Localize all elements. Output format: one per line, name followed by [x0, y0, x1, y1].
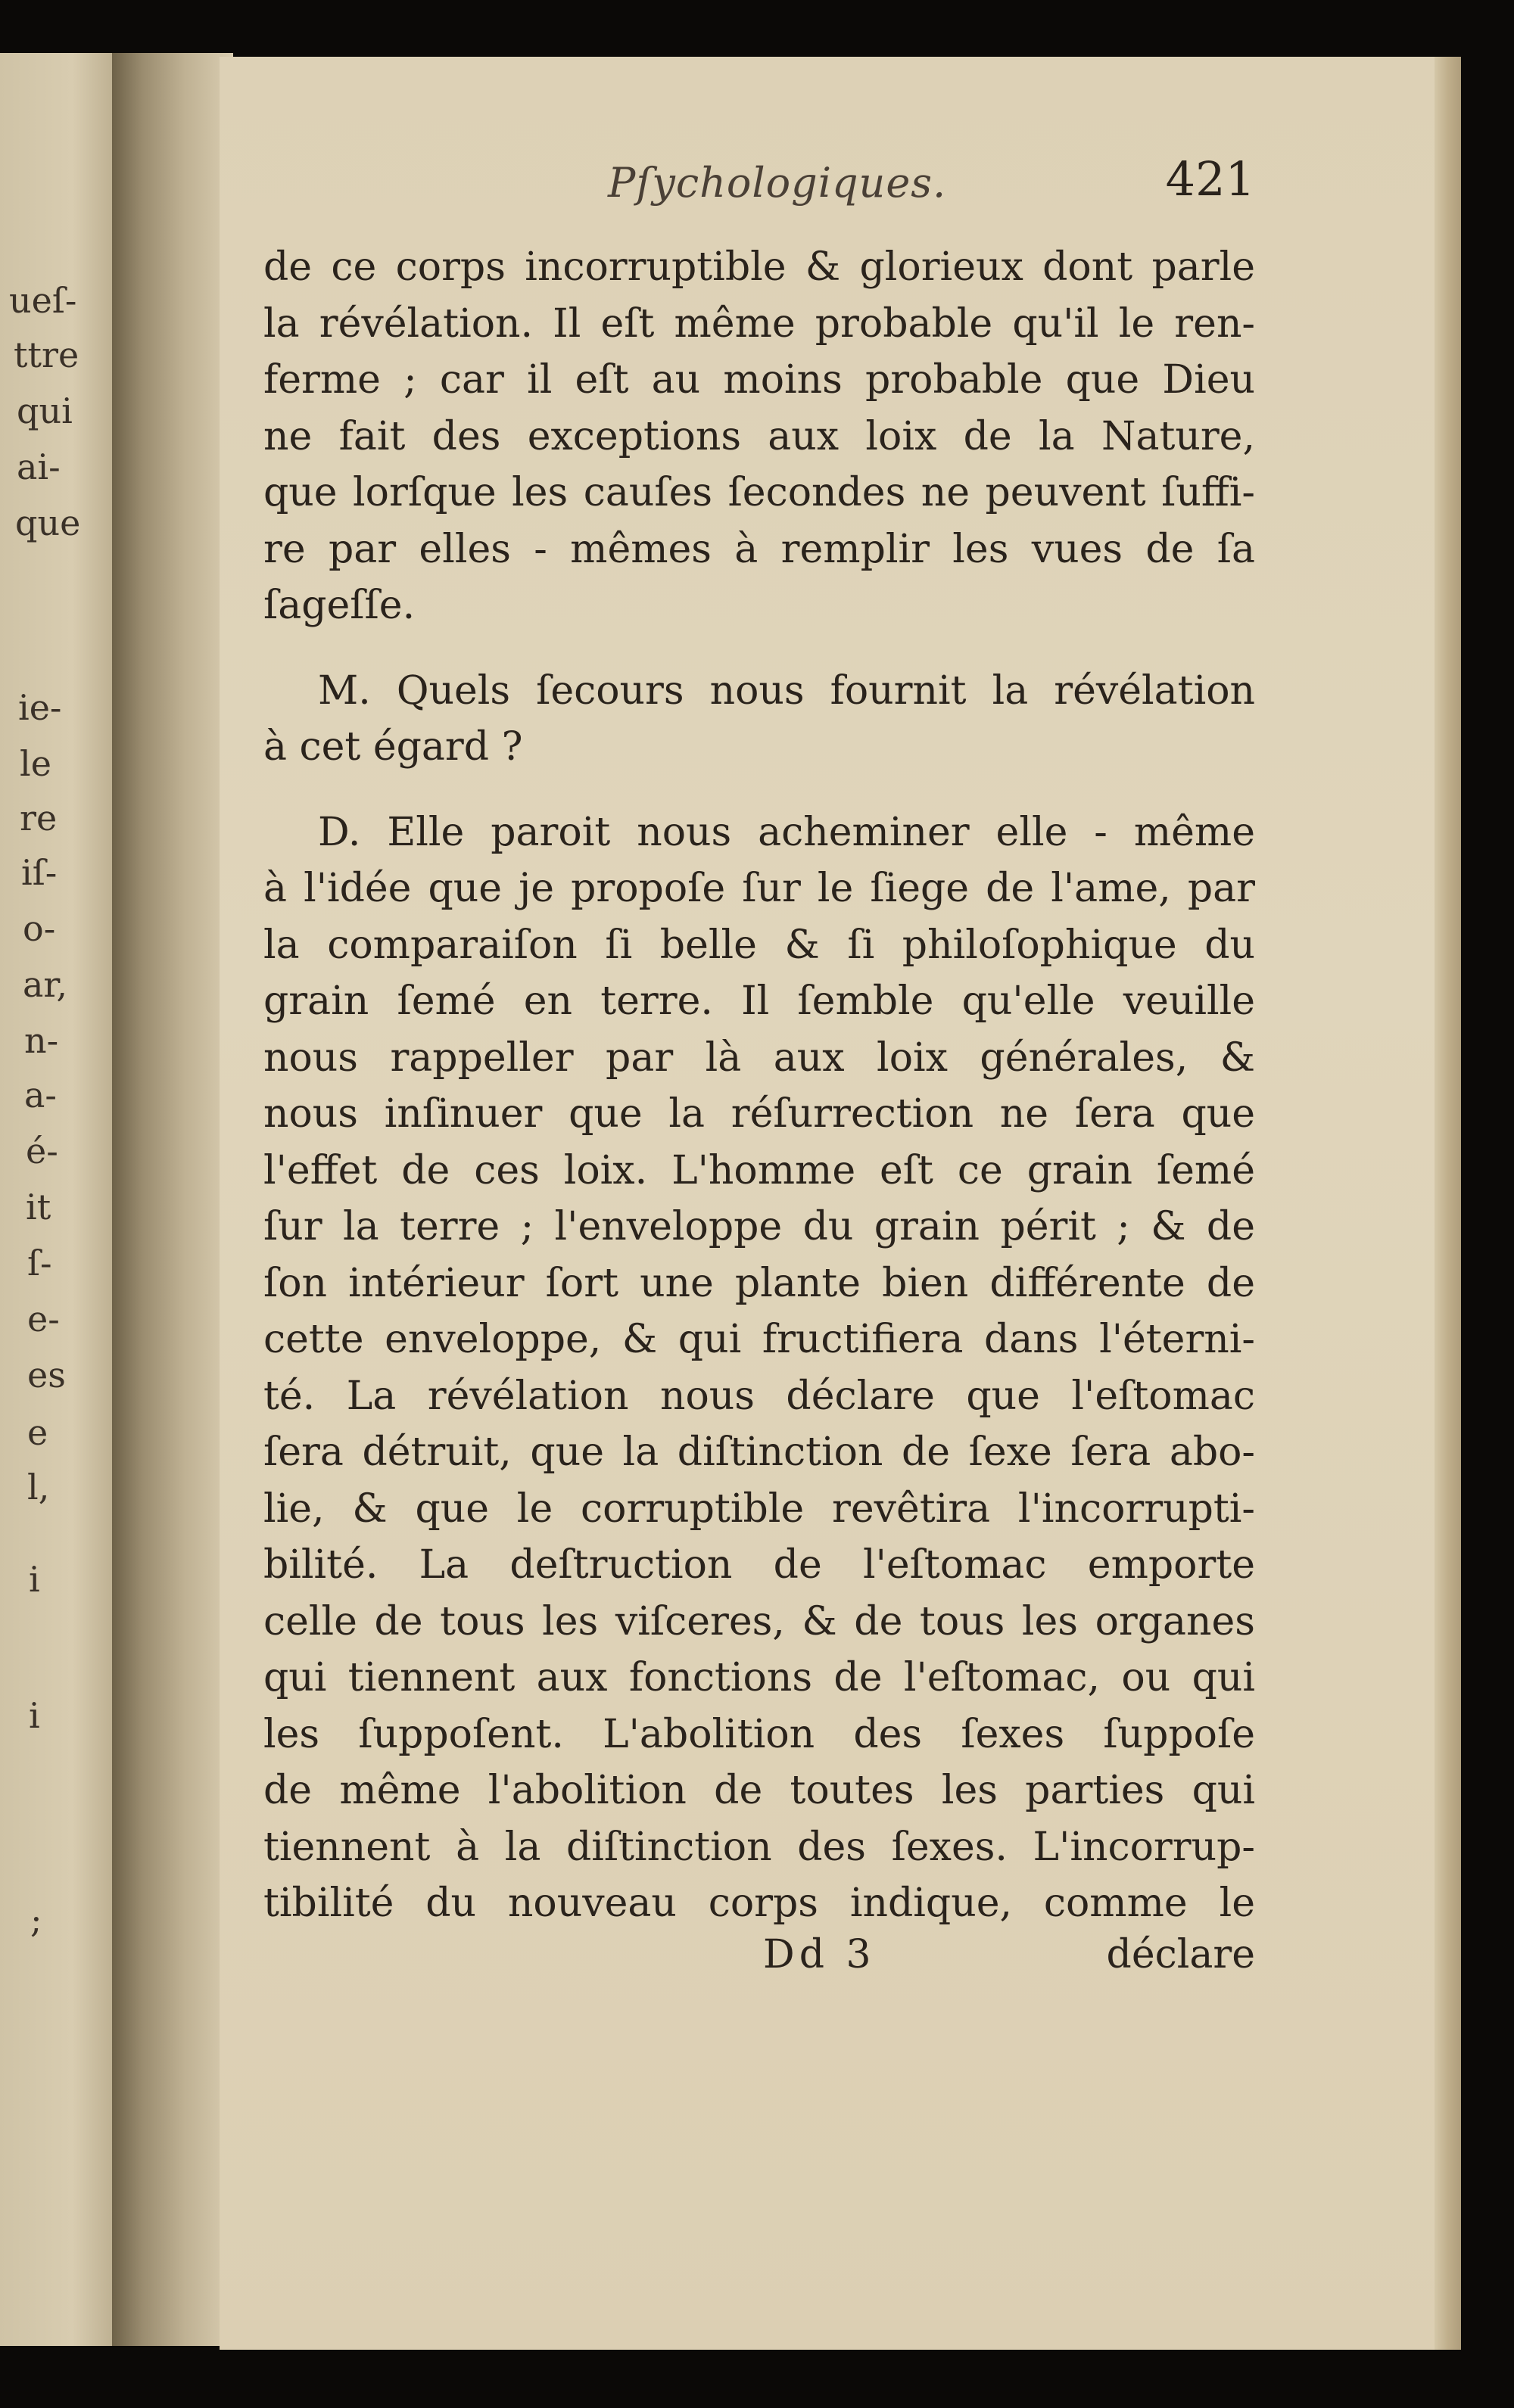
left-fragment: i — [29, 1559, 40, 1600]
paragraph-question — [263, 663, 1255, 776]
text-line: re par elles - mêmes à remplir les vues de ſa — [263, 526, 1255, 572]
signature-mark: Dd 3 — [763, 1931, 876, 1977]
text-line: tibilité du nouveau corps indique, comme le — [263, 1881, 1255, 1926]
text-line: la révélation. Il eſt même probable qu'il le ren- — [263, 300, 1255, 347]
text-line: ſur la terre ; l'enveloppe du grain périt ; & de — [263, 1204, 1255, 1249]
left-fragment: e — [27, 1412, 48, 1453]
left-fragment: ; — [30, 1899, 42, 1940]
text-line: de même l'abolition de toutes les parties qui — [263, 1768, 1255, 1813]
text-line: celle de tous les viſceres, & de tous les organes — [263, 1598, 1255, 1644]
text-line: ſon intérieur ſort une plante bien différente de — [263, 1260, 1255, 1306]
left-fragment: ttre — [14, 334, 79, 375]
left-fragment: i — [29, 1695, 40, 1736]
left-fragment: que — [15, 502, 81, 543]
left-fragment: a- — [24, 1075, 57, 1115]
left-fragment: é- — [26, 1131, 58, 1171]
text-line: à cet égard ? — [263, 724, 523, 770]
left-fragment: o- — [23, 908, 56, 949]
text-line: la comparaiſon ſi belle & ſi philoſophique du — [263, 922, 1255, 968]
book-gutter-shadow — [112, 53, 233, 2346]
running-title: Pſychologiques. — [608, 159, 947, 207]
left-fragment: l, — [27, 1467, 50, 1507]
text-line: les ſuppoſent. L'abolition des ſexes ſuppoſe — [263, 1711, 1255, 1757]
left-fragment: ai- — [17, 446, 61, 487]
left-fragment: iſ- — [21, 852, 58, 893]
text-line: tiennent à la diſtinction des ſexes. L'incorrup- — [263, 1824, 1255, 1870]
running-head — [263, 151, 1255, 219]
left-fragment: it — [26, 1187, 51, 1227]
left-fragment: e- — [27, 1299, 60, 1339]
left-fragment: ie- — [18, 687, 62, 728]
catchword: déclare — [1106, 1931, 1255, 1977]
paragraph-answer — [263, 804, 1255, 1932]
text-line: D. Elle paroit nous acheminer elle - même — [318, 809, 1255, 855]
left-fragment: re — [20, 798, 58, 838]
left-fragment: n- — [24, 1020, 59, 1061]
text-line: qui tiennent aux fonctions de l'eſtomac, ou qui — [263, 1655, 1255, 1700]
text-line: de ce corps incorruptible & glorieux dont parle — [263, 244, 1255, 290]
text-line: lie, & que le corruptible revêtira l'incorrupti- — [263, 1486, 1255, 1532]
text-line: à l'idée que je propoſe ſur le ſiege de l'ame, par — [263, 866, 1255, 911]
left-fragment: ſ- — [27, 1243, 52, 1283]
left-fragment: qui — [17, 390, 73, 431]
left-facing-page — [0, 53, 121, 2346]
text-line: cette enveloppe, & qui fructifiera dans l'éterni- — [263, 1317, 1255, 1362]
left-fragment: ueſ- — [9, 280, 77, 321]
text-line: ſera détruit, que la diſtinction de ſexe ſera abo- — [263, 1430, 1255, 1475]
page-content — [263, 151, 1255, 1988]
text-line: ferme ; car il eſt au moins probable que Dieu — [263, 357, 1255, 403]
page-fore-edge — [1435, 57, 1465, 2350]
text-line: nous inſinuer que la réſurrection ne ſera que — [263, 1091, 1255, 1137]
text-line: que lorſque les cauſes ſecondes ne peuvent ſuffi- — [263, 470, 1255, 515]
text-line: ſageſſe. — [263, 583, 416, 628]
text-line: l'effet de ces loix. L'homme eſt ce grain ſemé — [263, 1147, 1255, 1193]
text-line: M. Quels ſecours nous fournit la révélation — [318, 667, 1255, 714]
left-fragment: ar, — [23, 964, 67, 1005]
text-line: bilité. La deſtruction de l'eſtomac emporte — [263, 1542, 1255, 1588]
left-fragment: le — [20, 743, 51, 784]
text-line: té. La révélation nous déclare que l'eſtomac — [263, 1373, 1255, 1419]
left-page-text-fragments — [0, 53, 121, 2346]
background-edge — [1461, 53, 1514, 2408]
text-line: grain ſemé en terre. Il ſemble qu'elle veuille — [263, 978, 1255, 1024]
page-number: 421 — [1165, 151, 1255, 207]
paragraph-continuation — [263, 239, 1255, 634]
text-line: ne fait des exceptions aux loix de la Nature, — [263, 413, 1255, 459]
text-line: nous rappeller par là aux loix générales, & — [263, 1034, 1255, 1081]
page-footer — [263, 1932, 1255, 1988]
left-fragment: es — [27, 1355, 66, 1395]
